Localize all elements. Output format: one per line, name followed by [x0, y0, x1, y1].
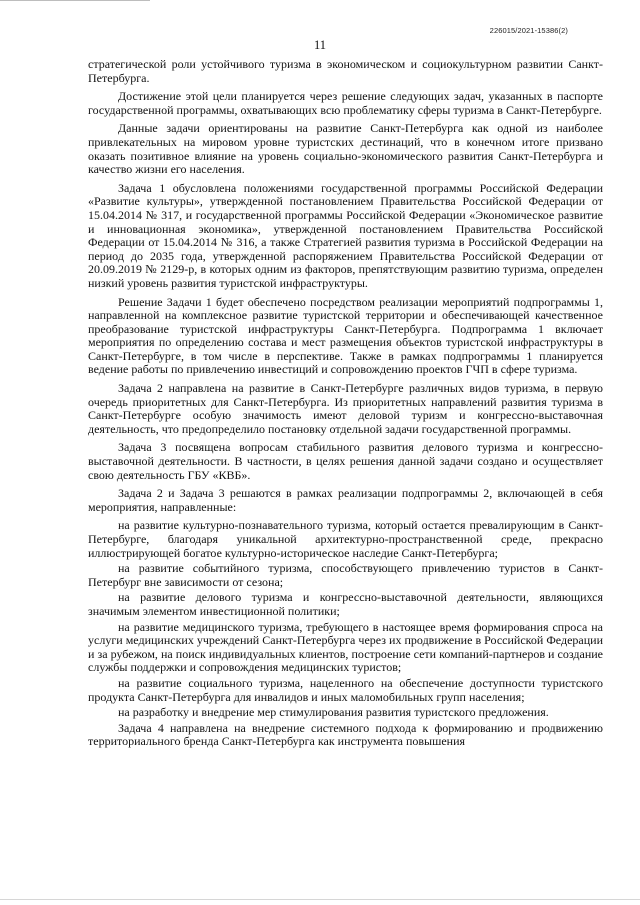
list-item: на развитие событийного туризма, способствующего привлечению туристов в Санкт-Петербург вне зависимости от сезона; — [88, 561, 603, 589]
paragraph: Задача 3 посвящена вопросам стабильного развития делового туризма и конгрессно-выставочной деятельности. В частности, в целях решения данной задачи создано и осуществляет свою деятельность ГБУ «КВБ». — [88, 440, 603, 482]
paragraph: Достижение этой цели планируется через решение следующих задач, указанных в паспорте государственной программы, охватывающих всю проблематику сферы туризма в Санкт-Петербурге. — [88, 89, 603, 117]
paragraph: Решение Задачи 1 будет обеспечено посредством реализации мероприятий подпрограммы 1, направленной на комплексное развитие туристской территории и обеспечивающей качественное преобразование туристской инфраструктуры Санкт-Петербурга. Подпрограмма 1 включает мероприятия по определению состава и мест размещения объектов туристской инфраструктуры в Санкт-Петербурге, в том числе в перспективе. Также в рамках подпрограммы 1 планируется ведение работы по привлечению инвестиций и сопровождению проектов ГЧП в сфере туризма. — [88, 294, 603, 377]
list-item: на разработку и внедрение мер стимулирования развития туристского предложения. — [118, 705, 549, 720]
document-id: 226015/2021-15386(2) — [489, 26, 568, 35]
paragraph: Задача 1 обусловлена положениями государственной программы Российской Федерации «Развитие культуры», утвержденной постановлением Правительства Российской Федерации от 15.04.2014 № 317, и государственной программы Российской Федерации «Экономическое развитие и инновационная экономика», утвержденной постановлением Правительства Российской Федерации от 15.04.2014 № 316, а также Стратегией развития туризма в Российской Федерации на период до 2035 года, утвержденной распоряжением Правительства Российской Федерации от 20.09.2019 № 2129-р, в которых одним из факторов, препятствующим развитию туризма, определен низкий уровень развития туристской инфраструктуры. — [88, 180, 603, 290]
scan-edge-line — [0, 0, 150, 1]
paragraph: Задача 2 направлена на развитие в Санкт-Петербурге различных видов туризма, в первую очередь приоритетных для Санкт-Петербурга. Из приоритетных направлений развития туризма в Санкт-Петербурге особую значимость имеют деловой туризм и конгрессно-выставочная деятельность, что предопределило постановку отдельной задачи государственной программы. — [88, 381, 603, 436]
list-item: на развитие медицинского туризма, требующего в настоящее время формирования спроса на услуги медицинских учреждений Санкт-Петербурга через их продвижение в Российской Федерации и за рубежом, на поиск индивидуальных клиентов, построение сети компаний-партнеров и создание службы поддержки и сопровождения медицинских туристов; — [88, 619, 603, 675]
paragraph: стратегической роли устойчивого туризма в экономическом и социокультурном развитии Санкт-Петербурга. — [88, 57, 603, 85]
list-item: на развитие социального туризма, нацеленного на обеспечение доступности туристского продукта Санкт-Петербурга для инвалидов и иных маломобильных групп населения; — [88, 675, 603, 704]
list-item: на развитие делового туризма и конгрессно-выставочной деятельности, являющихся значимым элементом инвестиционной политики; — [88, 590, 603, 618]
document-body — [88, 58, 603, 754]
paragraph: Данные задачи ориентированы на развитие Санкт-Петербурга как одной из наиболее привлекательных на мировом уровне туристских дестинаций, что в конечном итоге призвано оказать позитивное влияние на уровень социально-экономического развития Санкт-Петербурга и качество жизни его населения. — [88, 121, 603, 177]
paragraph: Задача 4 направлена на внедрение системного подхода к формированию и продвижению территориального бренда Санкт-Петербурга как инструмента повышения — [88, 720, 603, 749]
page-number: 11 — [313, 38, 327, 52]
paragraph: Задача 2 и Задача 3 решаются в рамках реализации подпрограммы 2, включающей в себя мероприятия, направленные: — [88, 486, 603, 514]
scan-edge-line-bottom — [0, 899, 640, 900]
list-item: на развитие культурно-познавательного туризма, который остается превалирующим в Санкт-Петербурге, благодаря уникальной архитектурно-пространственной среде, прекрасно иллюстрирующей богатое культурно-историческое наследие Санкт-Петербурга; — [88, 518, 603, 560]
